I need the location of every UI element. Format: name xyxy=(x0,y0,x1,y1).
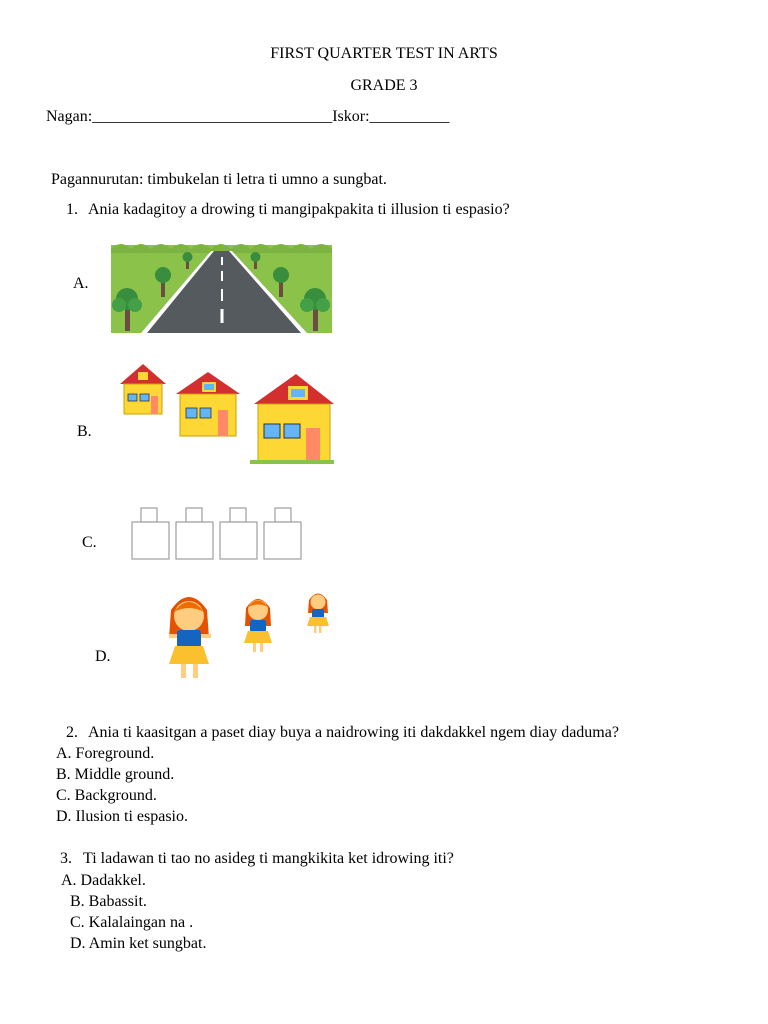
q1-option-a-label[interactable]: A. xyxy=(73,275,89,292)
q1-option-c-label[interactable]: C. xyxy=(82,534,97,551)
question-1-text: Ania kadagitoy a drowing ti mangipakpakita ti illusion ti espasio? xyxy=(88,201,510,218)
name-score-line: Nagan:______________________________Iskor:__________ xyxy=(46,108,450,125)
road-perspective-image xyxy=(111,237,332,333)
girls-image xyxy=(143,588,343,680)
q3-option-d[interactable]: D. Amin ket sungbat. xyxy=(70,935,207,952)
girl-icon xyxy=(169,597,211,678)
girl-icon xyxy=(307,594,329,634)
q2-option-c[interactable]: C. Background. xyxy=(56,787,157,804)
q3-option-a[interactable]: A. Dadakkel. xyxy=(61,872,146,889)
boxes-image xyxy=(130,506,304,562)
house-icon xyxy=(250,374,334,464)
girl-icon xyxy=(244,599,272,652)
question-2-text: Ania ti kaasitgan a paset diay buya a naidrowing iti dakdakkel ngem diay daduma? xyxy=(88,724,619,741)
grade-label: GRADE 3 xyxy=(350,77,418,94)
q2-option-d[interactable]: D. Ilusion ti espasio. xyxy=(56,808,188,825)
instructions: Pagannurutan: timbukelan ti letra ti umno a sungbat. xyxy=(51,171,387,188)
q2-option-b[interactable]: B. Middle ground. xyxy=(56,766,175,783)
q3-option-c[interactable]: C. Kalalaingan na . xyxy=(70,914,194,931)
house-icon xyxy=(120,364,166,414)
q2-option-a[interactable]: A. Foreground. xyxy=(56,745,155,762)
q1-option-b-label[interactable]: B. xyxy=(77,423,92,440)
question-2-number: 2. xyxy=(66,724,78,741)
houses-image xyxy=(118,362,334,464)
question-1-number: 1. xyxy=(66,201,78,218)
question-3-text: Ti ladawan ti tao no asideg ti mangkikita ket idrowing iti? xyxy=(83,850,454,867)
question-3-number: 3. xyxy=(60,850,72,867)
q1-option-d-label[interactable]: D. xyxy=(95,648,111,665)
house-icon xyxy=(176,372,240,436)
test-title: FIRST QUARTER TEST IN ARTS xyxy=(270,45,498,62)
q3-option-b[interactable]: B. Babassit. xyxy=(70,893,147,910)
